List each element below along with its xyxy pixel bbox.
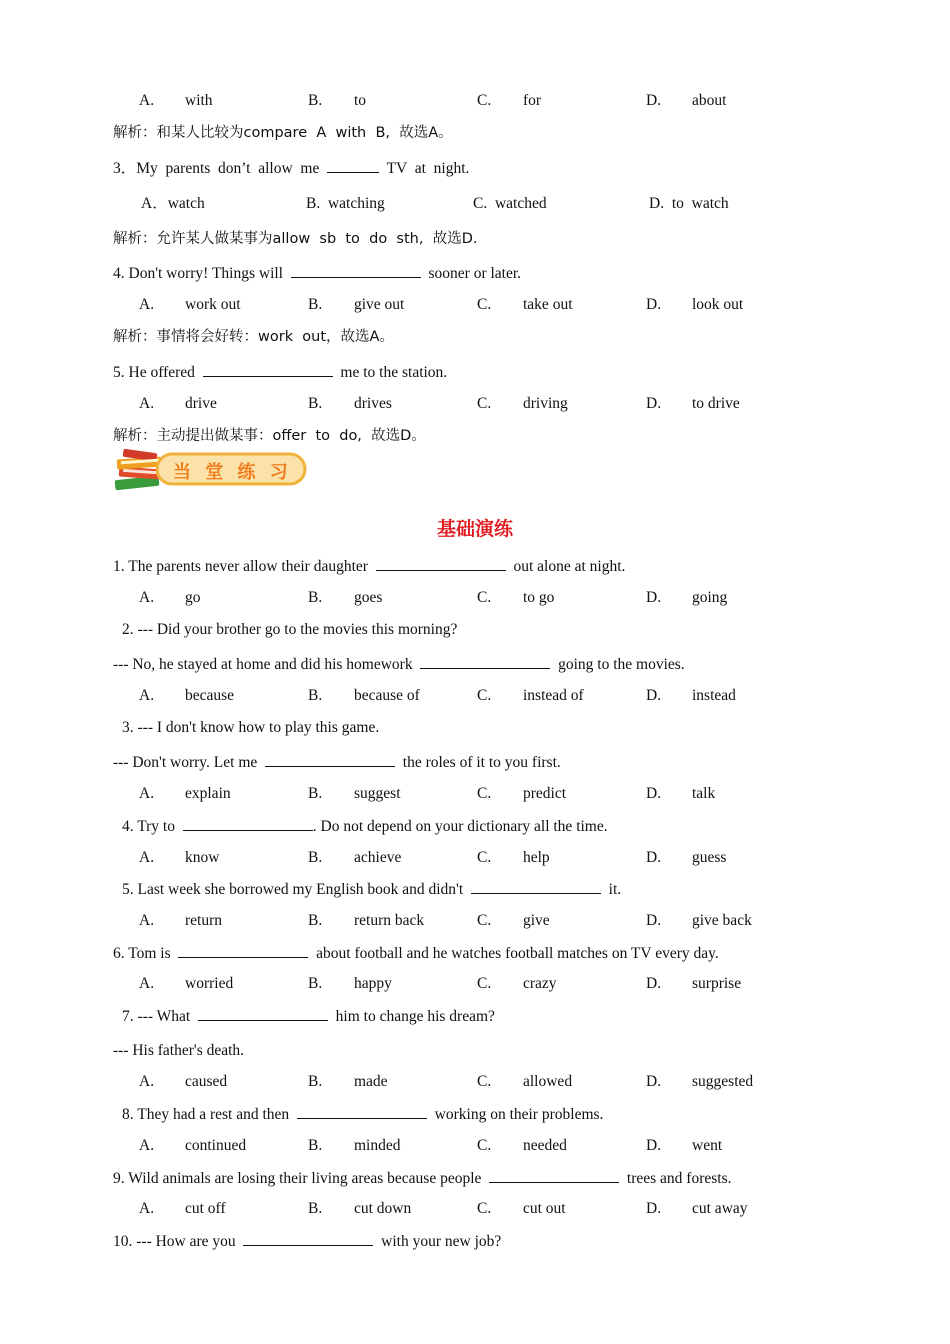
option-text: made	[354, 1073, 388, 1090]
option-text: cut down	[354, 1200, 412, 1217]
question-stem	[113, 263, 521, 284]
option-text: suggest	[354, 785, 401, 802]
option-label: D.	[646, 589, 662, 606]
question-stem: 2. --- Did your brother go to the movies this morning?	[122, 621, 458, 638]
option-label: C.	[477, 1137, 492, 1154]
option-text: give back	[692, 912, 752, 929]
stem-part: with your new job?	[373, 1233, 502, 1250]
option-text: take out	[523, 296, 573, 313]
option-label: A.	[139, 687, 155, 704]
question-stem	[113, 362, 447, 383]
stem-part: 10. --- How are you	[113, 1233, 244, 1250]
stem-part: 4. Try to	[122, 818, 183, 835]
option-text: B. watching	[306, 195, 385, 212]
option-text: crazy	[523, 975, 557, 992]
answer-blank	[297, 1104, 427, 1119]
stem-part: --- No, he stayed at home and did his homework	[113, 656, 421, 673]
stem-part: sooner or later.	[420, 265, 522, 282]
option-label: B.	[308, 1200, 323, 1217]
option-label: C.	[477, 912, 492, 929]
analysis-text: 解析：允许某人做某事为allow sb to do sth, 故选D.	[113, 231, 478, 247]
stem-part: him to change his dream?	[327, 1008, 495, 1025]
option-label: D.	[646, 296, 662, 313]
option-text: minded	[354, 1137, 401, 1154]
option-label: D.	[646, 687, 662, 704]
option-text: suggested	[692, 1073, 754, 1090]
option-label: D.	[646, 395, 662, 412]
stem-part: trees and forests.	[619, 1170, 732, 1187]
option-text: went	[692, 1137, 723, 1154]
option-text: go	[185, 589, 201, 606]
option-text: know	[185, 849, 220, 866]
question-stem	[122, 1104, 603, 1125]
option-text: to	[354, 92, 367, 109]
option-text: guess	[692, 849, 727, 866]
stem-part: the roles of it to you first.	[395, 754, 561, 771]
option-label: C.	[477, 687, 492, 704]
option-label: B.	[308, 1137, 323, 1154]
option-label: B.	[308, 395, 323, 412]
option-text: about	[692, 92, 727, 109]
option-label: A.	[139, 92, 155, 109]
answer-blank	[420, 654, 550, 669]
stem-part: 1. The parents never allow their daughter	[113, 558, 376, 575]
option-text: caused	[185, 1073, 228, 1090]
option-text: allowed	[523, 1073, 573, 1090]
option-label: A.	[139, 296, 155, 313]
option-label: C.	[477, 395, 492, 412]
option-text: help	[523, 849, 550, 866]
section-title: 基础演练	[436, 518, 513, 540]
option-label: C.	[477, 1073, 492, 1090]
stem-part: --- Don't worry. Let me	[113, 754, 266, 771]
option-text: with	[185, 92, 213, 109]
question-stem: 3. --- I don't know how to play this game.	[122, 719, 380, 736]
option-text: surprise	[692, 975, 742, 992]
question-stem	[122, 1006, 495, 1027]
analysis-text: 解析：主动提出做某事：offer to do, 故选D。	[113, 428, 426, 444]
question-reply: --- His father's death.	[113, 1042, 245, 1059]
option-text: needed	[523, 1137, 567, 1154]
option-label: C.	[477, 785, 492, 802]
option-label: D.	[646, 912, 662, 929]
option-text: worried	[185, 975, 234, 992]
option-label: D.	[646, 92, 662, 109]
option-label: A.	[139, 975, 155, 992]
option-text: explain	[185, 785, 231, 802]
option-label: C.	[477, 849, 492, 866]
option-label: D.	[646, 1200, 662, 1217]
option-text: because of	[354, 687, 420, 704]
stem-part: going to the movies.	[550, 656, 685, 673]
option-text: because	[185, 687, 235, 704]
answer-blank	[265, 752, 395, 767]
question-stem	[113, 943, 719, 964]
option-label: A.	[139, 785, 155, 802]
stem-part: out alone at night.	[505, 558, 626, 575]
option-label: B.	[308, 1073, 323, 1090]
option-text: predict	[523, 785, 567, 802]
option-label: B.	[308, 912, 323, 929]
stem-part: 8. They had a rest and then	[122, 1106, 297, 1123]
option-text: goes	[354, 589, 383, 606]
option-text: achieve	[354, 849, 402, 866]
stem-part: 3．My parents don’t allow me	[113, 160, 328, 177]
option-text: A．watch	[141, 195, 205, 212]
option-text: to go	[523, 589, 555, 606]
option-label: C.	[477, 589, 492, 606]
option-text: talk	[692, 785, 716, 802]
option-text: drives	[354, 395, 392, 412]
option-label: D.	[646, 785, 662, 802]
stem-part: 9. Wild animals are losing their living areas because people	[113, 1170, 490, 1187]
option-label: B.	[308, 785, 323, 802]
option-label: A.	[139, 849, 155, 866]
option-text: happy	[354, 975, 392, 992]
option-label: B.	[308, 296, 323, 313]
stem-part: 6. Tom is	[113, 945, 179, 962]
option-label: A.	[139, 1137, 155, 1154]
option-text: driving	[523, 395, 568, 412]
option-label: D.	[646, 849, 662, 866]
question-stem	[113, 556, 625, 577]
stem-part: TV at night.	[379, 160, 470, 177]
option-label: B.	[308, 687, 323, 704]
option-text: instead of	[523, 687, 584, 704]
stem-part: 5. He offered	[113, 364, 203, 381]
option-label: A.	[139, 1073, 155, 1090]
analysis-text: 解析：和某人比较为compare A with B, 故选A。	[113, 125, 453, 141]
option-label: C.	[477, 1200, 492, 1217]
practice-banner	[113, 448, 309, 494]
option-text: cut away	[692, 1200, 748, 1217]
question-stem	[113, 1231, 501, 1252]
question-reply	[113, 752, 561, 773]
answer-blank	[198, 1006, 328, 1021]
option-text: D. to watch	[649, 195, 729, 212]
option-label: A.	[139, 589, 155, 606]
stem-part: 4. Don't worry! Things will	[113, 265, 291, 282]
answer-blank	[178, 943, 308, 958]
option-label: D.	[646, 975, 662, 992]
question-reply	[113, 654, 685, 675]
option-text: return back	[354, 912, 425, 929]
answer-blank	[376, 556, 506, 571]
option-text: instead	[692, 687, 736, 704]
option-label: C.	[477, 92, 492, 109]
option-text: give	[523, 912, 550, 929]
stem-part: it.	[600, 881, 622, 898]
banner-label: 当 堂 练 习	[173, 462, 292, 483]
answer-blank	[203, 362, 333, 377]
stem-part: . Do not depend on your dictionary all the time.	[312, 818, 608, 835]
option-text: work out	[185, 296, 241, 313]
option-label: D.	[646, 1137, 662, 1154]
option-text: return	[185, 912, 223, 929]
question-stem	[113, 1168, 731, 1189]
option-label: A.	[139, 395, 155, 412]
option-label: B.	[308, 92, 323, 109]
option-text: continued	[185, 1137, 247, 1154]
option-text: for	[523, 92, 542, 109]
option-text: going	[692, 589, 728, 606]
question-stem	[122, 879, 621, 900]
question-stem	[122, 816, 608, 837]
option-text: to drive	[692, 395, 740, 412]
option-text: look out	[692, 296, 744, 313]
option-label: C.	[477, 975, 492, 992]
answer-blank	[183, 816, 313, 831]
answer-blank	[489, 1168, 619, 1183]
answer-blank	[471, 879, 601, 894]
stem-part: 5. Last week she borrowed my English book and didn't	[122, 881, 471, 898]
stem-part: 7. --- What	[122, 1008, 198, 1025]
question-stem	[113, 158, 469, 179]
answer-blank	[291, 263, 421, 278]
option-text: cut out	[523, 1200, 566, 1217]
option-label: D.	[646, 1073, 662, 1090]
option-label: B.	[308, 975, 323, 992]
option-label: A.	[139, 912, 155, 929]
stem-part: me to the station.	[332, 364, 448, 381]
stem-part: about football and he watches football matches on TV every day.	[308, 945, 719, 962]
answer-blank	[243, 1231, 373, 1246]
option-text: give out	[354, 296, 405, 313]
option-text: drive	[185, 395, 217, 412]
option-label: B.	[308, 849, 323, 866]
option-label: C.	[477, 296, 492, 313]
option-text: cut off	[185, 1200, 226, 1217]
option-text: C. watched	[473, 195, 547, 212]
answer-blank	[327, 158, 379, 173]
option-label: B.	[308, 589, 323, 606]
analysis-text: 解析：事情将会好转：work out，故选A。	[113, 329, 394, 345]
option-label: A.	[139, 1200, 155, 1217]
stem-part: working on their problems.	[426, 1106, 604, 1123]
